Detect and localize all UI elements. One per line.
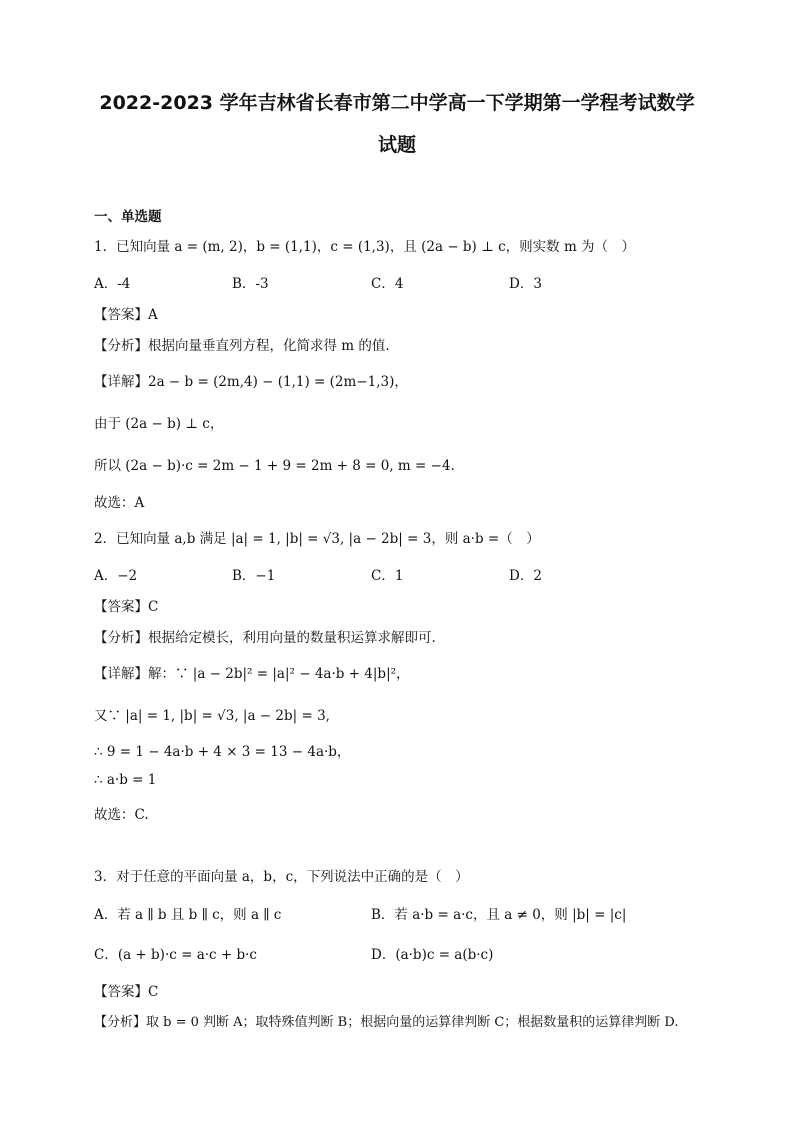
q2-option-b: B．−1 xyxy=(232,568,276,584)
q2-conclusion: 故选：C. xyxy=(94,807,149,823)
q1-detail-line-3: 所以 (2a − b)·c = 2m − 1 + 9 = 2m + 8 = 0, m = −4. xyxy=(94,458,455,474)
question-1-stem: 1．已知向量 a = (m, 2)，b = (1,1)，c = (1,3)，且 (2a − b) ⊥ c，则实数 m 为（ ） xyxy=(94,239,636,255)
question-3-stem: 3．对于任意的平面向量 a，b，c，下列说法中正确的是（ ） xyxy=(94,869,469,885)
document-title-continued: 试题 xyxy=(377,134,416,156)
q1-answer: 【答案】A xyxy=(94,307,158,323)
q2-option-a: A．−2 xyxy=(94,568,138,584)
q1-analysis: 【分析】根据向量垂直列方程，化简求得 m 的值. xyxy=(94,338,390,354)
q3-option-c: C．(a + b)·c = a·c + b·c xyxy=(94,947,257,963)
q3-option-a: A．若 a ∥ b 且 b ∥ c，则 a ∥ c xyxy=(94,907,282,923)
q1-option-c: C．4 xyxy=(371,276,404,292)
q3-answer: 【答案】C xyxy=(94,984,159,1000)
document-title: 2022-2023 学年吉林省长春市第二中学高一下学期第一学程考试数学 xyxy=(99,92,695,114)
q2-detail-line-4: ∴ a·b = 1 xyxy=(94,772,157,788)
q1-conclusion: 故选：A xyxy=(94,495,145,511)
question-2-stem: 2．已知向量 a,b 满足 |a| = 1, |b| = √3, |a − 2b| = 3，则 a·b =（ ） xyxy=(94,531,540,547)
q1-option-b: B．-3 xyxy=(232,276,269,292)
q1-option-d: D．3 xyxy=(509,276,542,292)
section-heading: 一、单选题 xyxy=(94,209,162,225)
q1-detail-line-2: 由于 (2a − b) ⊥ c， xyxy=(94,416,224,432)
q3-analysis: 【分析】取 b = 0 判断 A；取特殊值判断 B；根据向量的运算律判断 C；根据数量积的运算律判断 D. xyxy=(94,1015,679,1030)
q2-answer: 【答案】C xyxy=(94,599,159,615)
q1-option-a: A．-4 xyxy=(94,276,131,292)
q2-detail-line-1: 【详解】解：∵ |a − 2b|² = |a|² − 4a·b + 4|b|²， xyxy=(94,666,410,682)
q3-option-b: B．若 a·b = a·c，且 a ≠ 0，则 |b| = |c| xyxy=(371,907,627,923)
q2-detail-line-3: ∴ 9 = 1 − 4a·b + 4 × 3 = 13 − 4a·b， xyxy=(94,744,351,760)
q2-option-d: D．2 xyxy=(509,568,542,584)
q2-option-c: C．1 xyxy=(371,568,404,584)
q1-detail-line-1: 【详解】2a − b = (2m,4) − (1,1) = (2m−1,3)， xyxy=(94,374,408,390)
q3-option-d: D．(a·b)c = a(b·c) xyxy=(371,947,494,963)
q2-analysis: 【分析】根据给定模长，利用向量的数量积运算求解即可. xyxy=(94,630,436,646)
q2-detail-line-2: 又∵ |a| = 1, |b| = √3, |a − 2b| = 3, xyxy=(94,708,330,724)
